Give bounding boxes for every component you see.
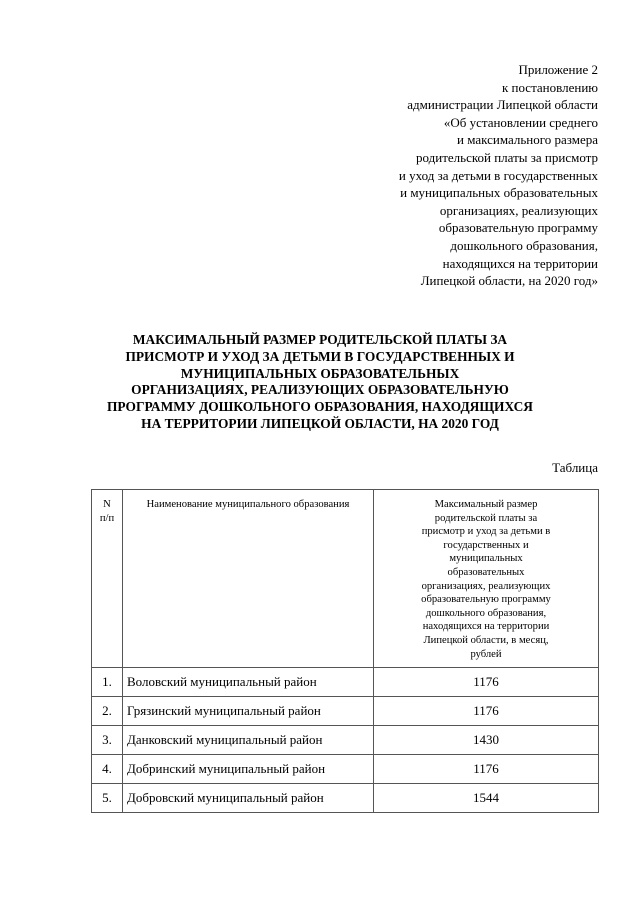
title-line: ПРОГРАММУ ДОШКОЛЬНОГО ОБРАЗОВАНИЯ, НАХОДЯЩИХСЯ xyxy=(107,399,533,415)
header-value-line: родительской платы за xyxy=(434,512,538,524)
row-num: 3. xyxy=(92,726,123,755)
appendix-line: Липецкой области, на 2020 год» xyxy=(420,273,598,289)
row-num: 5. xyxy=(92,784,123,813)
header-value-line: рублей xyxy=(470,648,502,660)
header-num-line: N xyxy=(103,499,111,510)
row-name: Добринский муниципальный район xyxy=(123,755,374,784)
title-line: ПРИСМОТР И УХОД ЗА ДЕТЬМИ В ГОСУДАРСТВЕННЫХ И xyxy=(125,348,515,364)
table-row xyxy=(92,784,599,813)
header-value-line: Максимальный размер xyxy=(434,499,538,510)
header-value-line: организациях, реализующих xyxy=(421,580,551,592)
row-name: Добровский муниципальный район xyxy=(123,784,374,813)
header-value xyxy=(374,490,599,668)
appendix-line: организациях, реализующих xyxy=(439,202,598,218)
appendix-line: и максимального размера xyxy=(457,132,598,148)
row-value: 1430 xyxy=(374,726,599,755)
header-name: Наименование муниципального образования xyxy=(123,490,374,668)
header-value-line: находящихся на территории xyxy=(422,621,550,633)
header-value-line: государственных и xyxy=(443,539,529,551)
header-value-line: дошкольного образования, xyxy=(425,607,547,619)
title-line: МАКСИМАЛЬНЫЙ РАЗМЕР РОДИТЕЛЬСКОЙ ПЛАТЫ ЗА xyxy=(132,332,508,347)
appendix-line: Приложение 2 xyxy=(518,62,598,77)
row-value: 1176 xyxy=(374,668,599,697)
title-line: НА ТЕРРИТОРИИ ЛИПЕЦКОЙ ОБЛАСТИ, НА 2020 ГОД xyxy=(141,415,499,431)
appendix-line: находящихся на территории xyxy=(442,255,598,271)
row-value: 1176 xyxy=(374,697,599,726)
row-value: 1176 xyxy=(374,755,599,784)
header-value-line: образовательную программу xyxy=(421,594,551,606)
appendix-line: дошкольного образования, xyxy=(450,237,598,253)
appendix-line: администрации Липецкой области xyxy=(407,97,598,113)
header-num xyxy=(92,490,123,668)
row-num: 1. xyxy=(92,668,123,697)
header-value-line: присмотр и уход за детьми в xyxy=(421,526,551,538)
header-value-line: Липецкой области, в месяц, xyxy=(423,634,549,646)
appendix-line: к постановлению xyxy=(501,79,598,95)
document-title xyxy=(70,332,570,433)
row-value: 1544 xyxy=(374,784,599,813)
table-row xyxy=(92,755,599,784)
row-name: Данковский муниципальный район xyxy=(123,726,374,755)
table-row xyxy=(92,697,599,726)
header-num-line: п/п xyxy=(99,512,115,524)
table-caption: Таблица xyxy=(552,460,598,475)
appendix-reference xyxy=(298,61,598,290)
appendix-line: и уход за детьми в государственных xyxy=(398,167,598,183)
table-row xyxy=(92,726,599,755)
appendix-line: образовательную программу xyxy=(438,220,598,236)
row-name: Грязинский муниципальный район xyxy=(123,697,374,726)
fee-table xyxy=(91,489,599,813)
header-value-line: муниципальных xyxy=(449,553,523,565)
header-value-line: образовательных xyxy=(447,566,525,578)
appendix-line: и муниципальных образовательных xyxy=(400,185,598,201)
table-header-row xyxy=(92,490,599,668)
title-line: ОРГАНИЗАЦИЯХ, РЕАЛИЗУЮЩИХ ОБРАЗОВАТЕЛЬНУЮ xyxy=(131,382,509,398)
row-num: 4. xyxy=(92,755,123,784)
appendix-line: «Об установлении среднего xyxy=(443,114,598,130)
row-name: Воловский муниципальный район xyxy=(123,668,374,697)
title-line: МУНИЦИПАЛЬНЫХ ОБРАЗОВАТЕЛЬНЫХ xyxy=(180,365,460,381)
row-num: 2. xyxy=(92,697,123,726)
appendix-line: родительской платы за присмотр xyxy=(416,149,598,165)
table-row xyxy=(92,668,599,697)
